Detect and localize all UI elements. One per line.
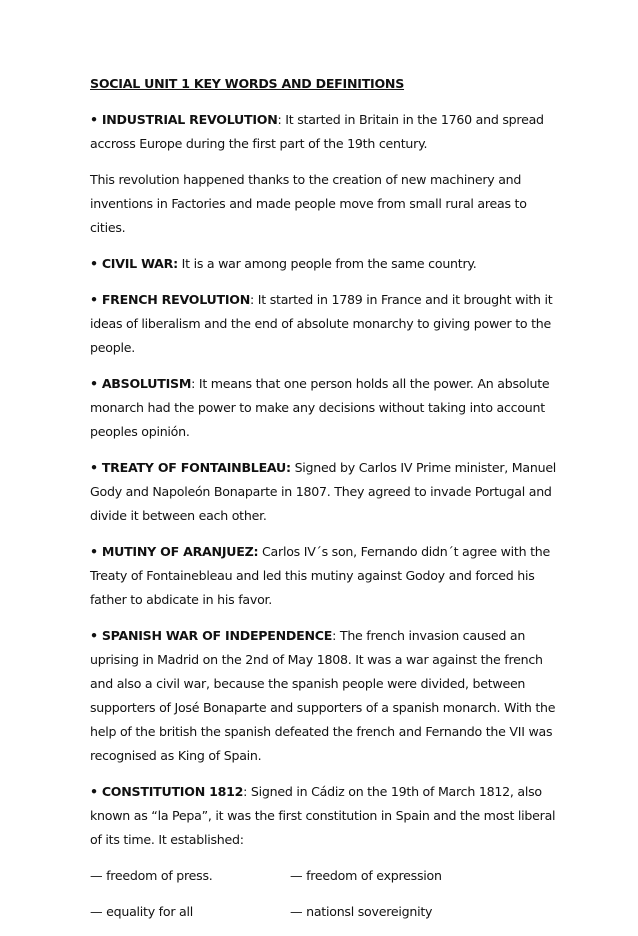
established-row: [90, 900, 560, 924]
definition-text: It started in 1789 in France and it brought with it ideas of liberalism and the end of absolute monarchy to giving power to the people.: [90, 292, 553, 355]
definition-absolutism: [90, 372, 560, 444]
definition-spanish-war-of-independence: [90, 624, 560, 768]
document-title: SOCIAL UNIT 1 KEY WORDS AND DEFINITIONS: [90, 76, 405, 91]
definition-term: CIVIL WAR: [101, 256, 174, 271]
bullet: •: [90, 628, 98, 643]
paragraph-industrial-revolution-detail: [90, 168, 560, 240]
bullet: •: [90, 292, 98, 307]
definition-text: The french invasion caused an uprising in Madrid on the 2nd of May 1808. It was a war against the french and also a civil war, because the spanish people were divided, between supporters of José Bonaparte and supporters of a spanish monarch. With the help of the british the spanish defeated the french and Fernando the VII was recognised as King of Spain.: [90, 628, 556, 763]
definition-french-revolution: [90, 288, 560, 360]
term-separator: :: [173, 256, 178, 271]
term-separator: :: [243, 784, 248, 799]
paragraph-text: This revolution happened thanks to the creation of new machinery and inventions in Factories and made people move from small rural areas to cities.: [90, 172, 527, 235]
bullet: •: [90, 544, 98, 559]
bullet: •: [90, 256, 98, 271]
term-separator: :: [277, 112, 282, 127]
definition-text: It means that one person holds all the power. An absolute monarch had the power to make any decisions without taking into account peoples opinión.: [90, 376, 550, 439]
definition-term: INDUSTRIAL REVOLUTION: [101, 112, 278, 127]
definition-mutiny-of-aranjuez: [90, 540, 560, 612]
definition-text: Signed by Carlos IV Prime minister, Manuel Gody and Napoleón Bonaparte in 1807. They agreed to invade Portugal and divide it between each other.: [90, 460, 557, 523]
definition-term: FRENCH REVOLUTION: [101, 292, 251, 307]
definition-term: CONSTITUTION 1812: [101, 784, 244, 799]
bullet: •: [90, 112, 98, 127]
definition-term: SPANISH WAR OF INDEPENDENCE: [101, 628, 333, 643]
established-item: — nationsl sovereignity: [290, 904, 433, 919]
bullet: •: [90, 376, 98, 391]
definition-treaty-of-fontainbleau: [90, 456, 560, 528]
bullet: •: [90, 784, 98, 799]
term-separator: :: [250, 292, 255, 307]
definition-term: TREATY OF FONTAINBLEAU: [101, 460, 287, 475]
established-list: [90, 864, 560, 924]
bullet: •: [90, 460, 98, 475]
term-separator: :: [253, 544, 259, 559]
definition-text: It is a war among people from the same country.: [177, 256, 477, 271]
definition-civil-war: [90, 252, 560, 276]
established-row: [90, 864, 560, 888]
definition-industrial-revolution: [90, 108, 560, 156]
definition-term: MUTINY OF ARANJUEZ: [101, 544, 254, 559]
definition-constitution-1812: [90, 780, 560, 852]
definition-term: ABSOLUTISM: [101, 376, 192, 391]
definition-text: Carlos IV´s son, Fernando didn´t agree with the Treaty of Fontainebleau and led this mutiny against Godoy and forced his father to abdicate in his favor.: [90, 544, 551, 607]
term-separator: :: [332, 628, 337, 643]
definition-text: Signed in Cádiz on the 19th of March 1812, also known as “la Pepa”, it was the first constitution in Spain and the most liberal of its time. It established:: [90, 784, 556, 847]
definition-text: It started in Britain in the 1760 and spread accross Europe during the first part of the 19th century.: [90, 112, 544, 151]
established-item: — freedom of expression: [290, 868, 442, 883]
established-item: — freedom of press.: [90, 868, 213, 883]
established-item: — equality for all: [90, 904, 193, 919]
term-separator: :: [191, 376, 196, 391]
document-body: [90, 72, 560, 936]
term-separator: :: [286, 460, 291, 475]
